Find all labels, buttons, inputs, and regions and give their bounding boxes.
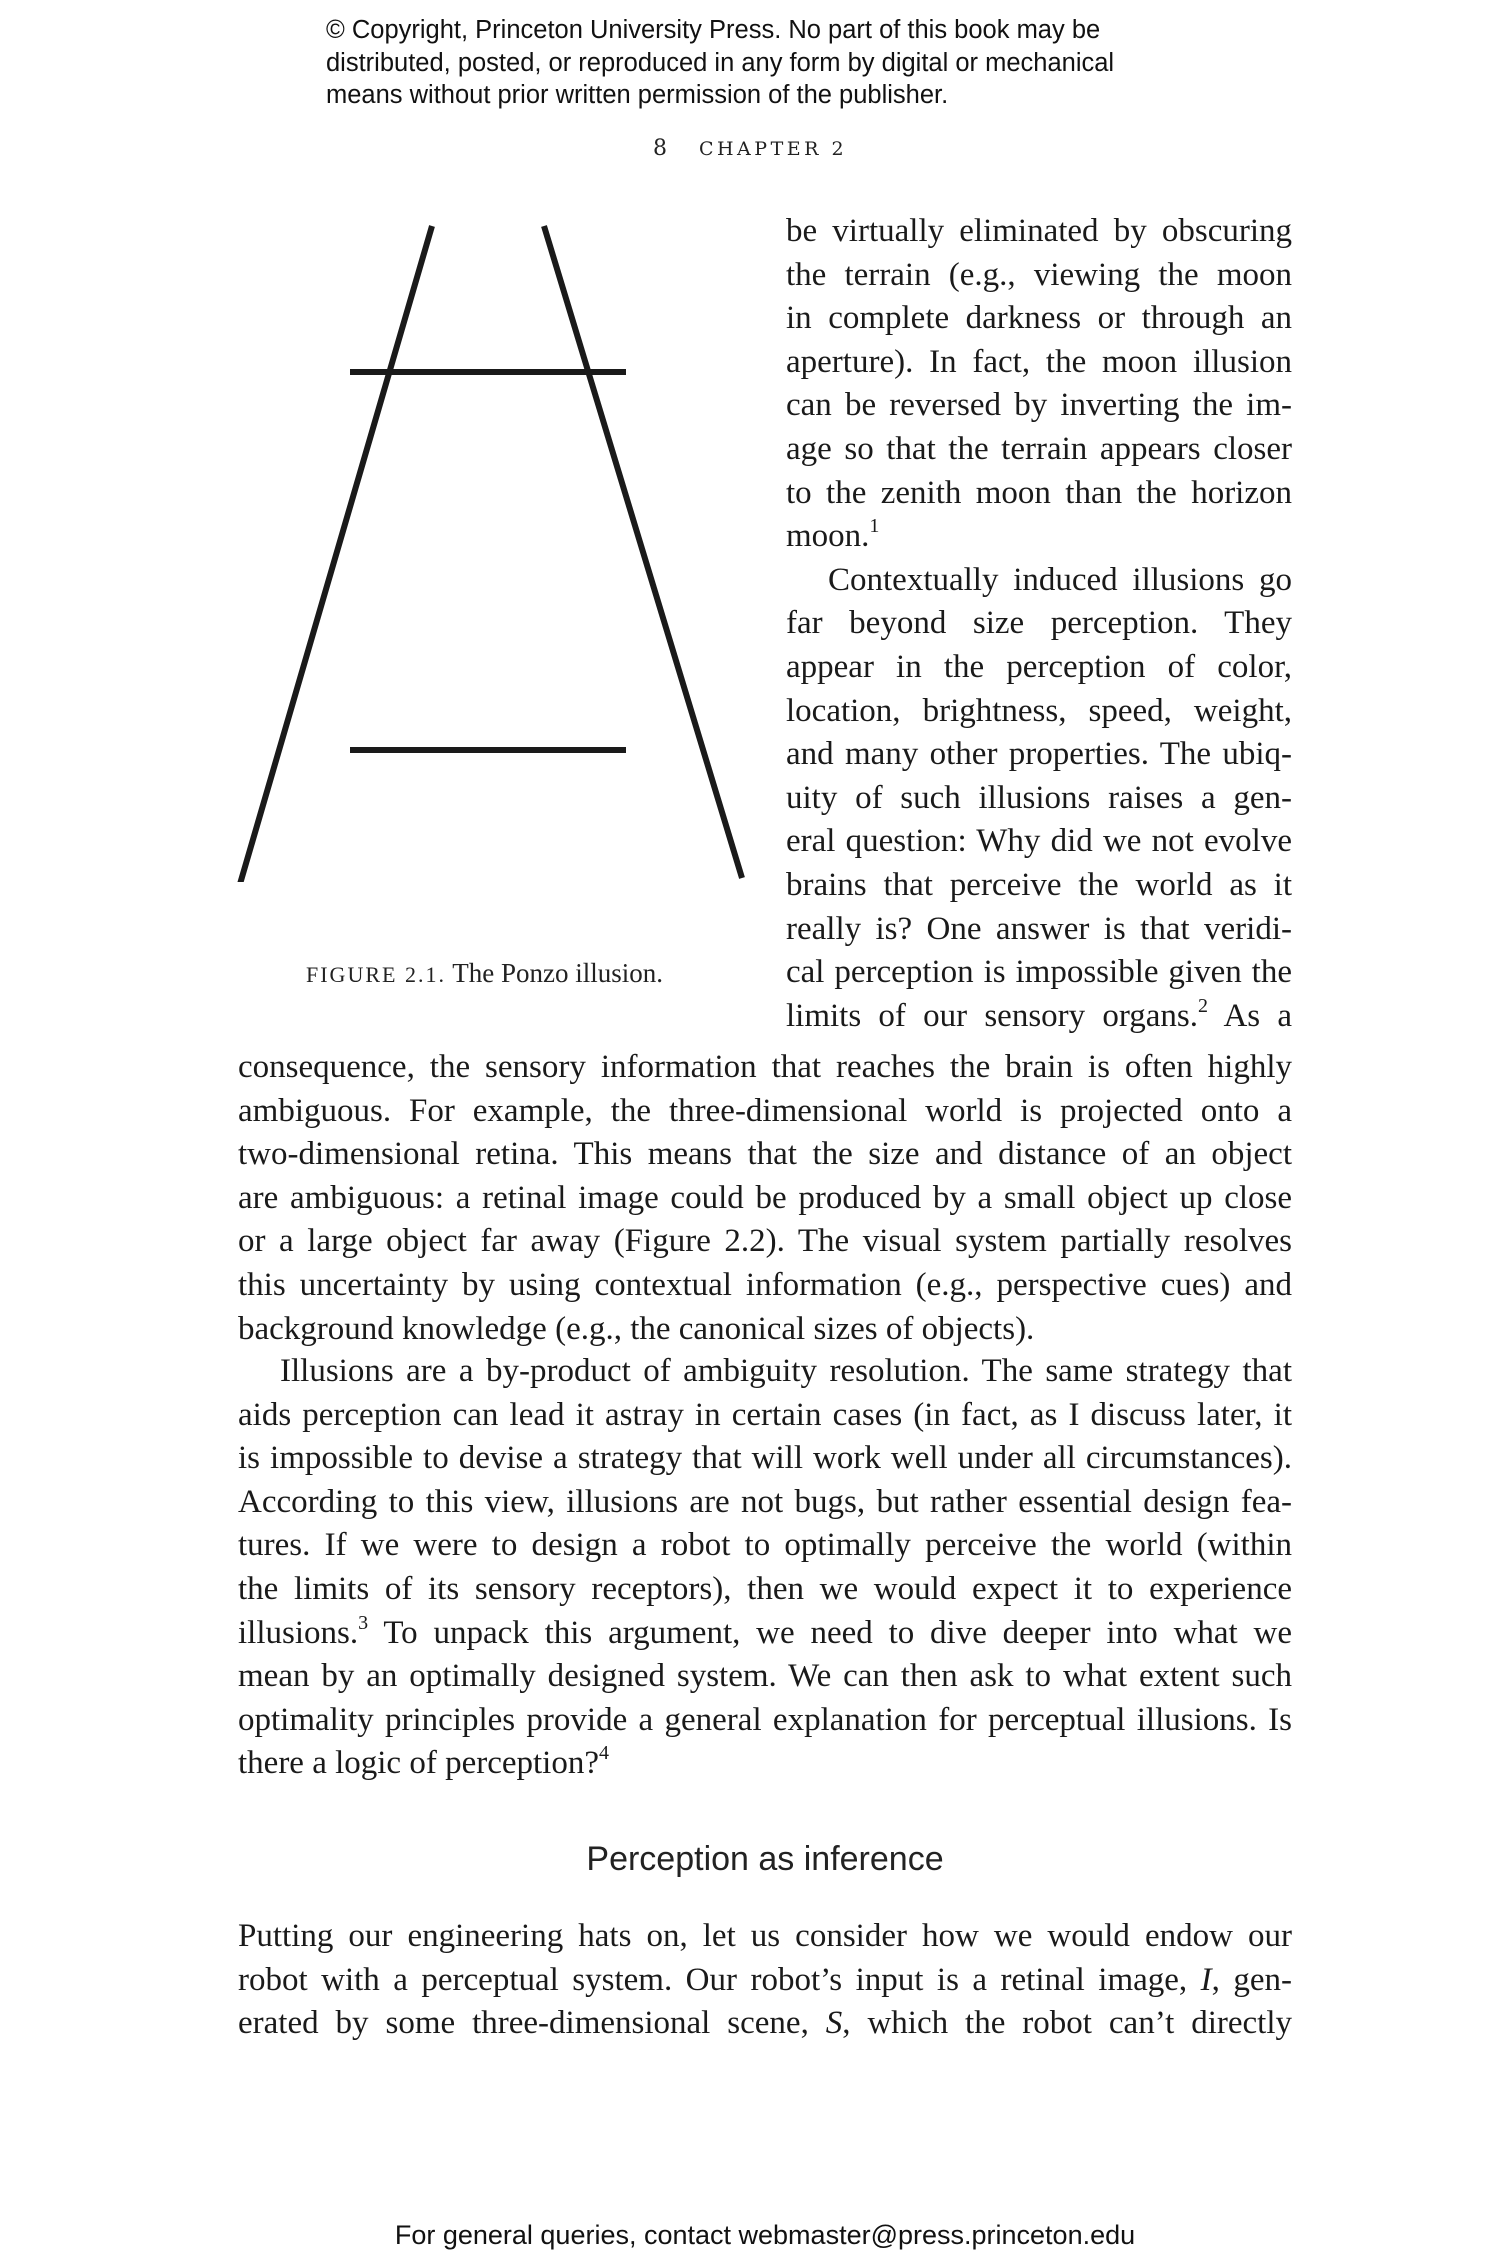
footnote-marker: 3 (358, 1611, 369, 1634)
text-line (238, 1612, 1292, 1656)
text-line: uity of such illusions raises a gen- (786, 779, 1292, 816)
text-line: age so that the terrain appears closer (786, 430, 1292, 467)
text-line (238, 1959, 1292, 2003)
text-line: to the zenith moon than the horizon (786, 474, 1292, 511)
text-line: be virtually eliminated by obscuring (786, 213, 1292, 249)
text-fragment: moon. (786, 518, 870, 555)
copyright-line: means without prior written permission of the publisher. (326, 81, 949, 109)
italic-variable: I (1200, 1961, 1212, 1998)
text-line: consequence, the sensory information that reaches the brain is often highly (238, 1049, 1292, 1085)
text-line: are ambiguous: a retinal image could be produced by a small object up close (238, 1179, 1292, 1216)
ponzo-illusion-figure (232, 218, 752, 882)
text-line: far beyond size perception. They (786, 605, 1292, 642)
text-fragment: To unpack this argument, we need to dive deeper into what we (383, 1614, 1293, 1651)
chapter-label: CHAPTER 2 (698, 138, 848, 160)
figure-label: FIGURE 2.1. (306, 962, 446, 987)
text-line: cal perception is impossible given the (786, 954, 1292, 991)
text-line: in complete darkness or through an (786, 300, 1292, 337)
text-fragment: limits of our sensory organs. (786, 997, 1199, 1034)
text-line: brains that perceive the world as it (786, 866, 1292, 903)
illusions-paragraph (238, 1350, 1292, 1786)
continued-paragraph (238, 1046, 1292, 1351)
text-line (786, 515, 1292, 559)
figure-caption (306, 958, 663, 989)
text-line (238, 2002, 1292, 2046)
text-line: According to this view, illusions are not bugs, but rather essential design fea- (238, 1483, 1292, 1520)
text-line: and many other properties. The ubiq- (786, 736, 1292, 773)
column-paragraph (786, 210, 1292, 1038)
ponzo-illusion-drawing (232, 218, 752, 882)
footer-contact: For general queries, contact webmaster@press.princeton.edu (394, 2220, 1136, 2250)
copyright-notice (326, 14, 1226, 112)
left-converging-line (240, 226, 432, 882)
text-line: Contextually induced illusions go (828, 561, 1292, 598)
text-line: the terrain (e.g., viewing the moon (786, 256, 1292, 293)
text-line: tures. If we were to design a robot to optimally perceive the world (within (238, 1527, 1292, 1564)
text-fragment: erated by some three-dimensional scene, (238, 2005, 826, 2042)
text-line: aperture). In fact, the moon illusion (786, 343, 1292, 380)
italic-variable: S (825, 2005, 843, 2042)
copyright-line: © Copyright, Princeton University Press. No part of this book may be (326, 16, 1101, 44)
text-line: Putting our engineering hats on, let us consider how we would endow our (238, 1918, 1292, 1954)
text-fragment: robot with a perceptual system. Our robot’s input is a retinal image, (238, 1961, 1201, 1998)
text-line: this uncertainty by using contextual information (e.g., perspective cues) and (238, 1266, 1292, 1303)
inference-paragraph (238, 1915, 1292, 2046)
text-line: optimality principles provide a general explanation for perceptual illusions. Is (238, 1701, 1292, 1738)
text-line: is impossible to devise a strategy that will work well under all circumstances). (238, 1440, 1292, 1477)
copyright-line: distributed, posted, or reproduced in any form by digital or mechanical (326, 48, 1115, 77)
section-heading: Perception as inference (586, 1840, 944, 1878)
text-line: aids perception can lead it astray in certain cases (in fact, as I discuss later, it (238, 1396, 1292, 1433)
text-line (238, 1742, 1292, 1786)
text-line: ambiguous. For example, the three-dimensional world is projected onto a (238, 1092, 1292, 1129)
text-line: really is? One answer is that veridi- (786, 910, 1292, 947)
text-line: appear in the perception of color, (786, 648, 1292, 685)
footnote-marker: 2 (1198, 994, 1209, 1017)
text-fragment: , which the robot can’t directly (842, 2005, 1292, 2042)
figure-caption-text: The Ponzo illusion. (452, 958, 663, 988)
text-line: can be reversed by inverting the im- (786, 387, 1292, 424)
footnote-marker: 1 (869, 515, 880, 538)
text-line: background knowledge (e.g., the canonical sizes of objects). (238, 1310, 1035, 1347)
page-number: 8 (652, 136, 667, 161)
text-line: two-dimensional retina. This means that the size and distance of an object (238, 1136, 1292, 1173)
text-line (786, 995, 1292, 1039)
text-line: eral question: Why did we not evolve (786, 823, 1292, 860)
footnote-marker: 4 (599, 1742, 609, 1765)
text-line: or a large object far away (Figure 2.2). The visual system partially resolves (238, 1223, 1292, 1260)
text-fragment: As a (1223, 997, 1292, 1034)
text-fragment: , gen- (1211, 1961, 1292, 1998)
running-head (0, 136, 1500, 161)
text-line: Illusions are a by-product of ambiguity resolution. The same strategy that (280, 1353, 1292, 1389)
text-line: mean by an optimally designed system. We can then ask to what extent such (238, 1658, 1292, 1695)
text-line: the limits of its sensory receptors), then we would expect it to experience (238, 1570, 1292, 1607)
text-line: location, brightness, speed, weight, (786, 692, 1292, 729)
text-fragment: illusions. (238, 1614, 359, 1651)
text-fragment: there a logic of perception? (238, 1745, 599, 1782)
right-converging-line (544, 226, 742, 878)
